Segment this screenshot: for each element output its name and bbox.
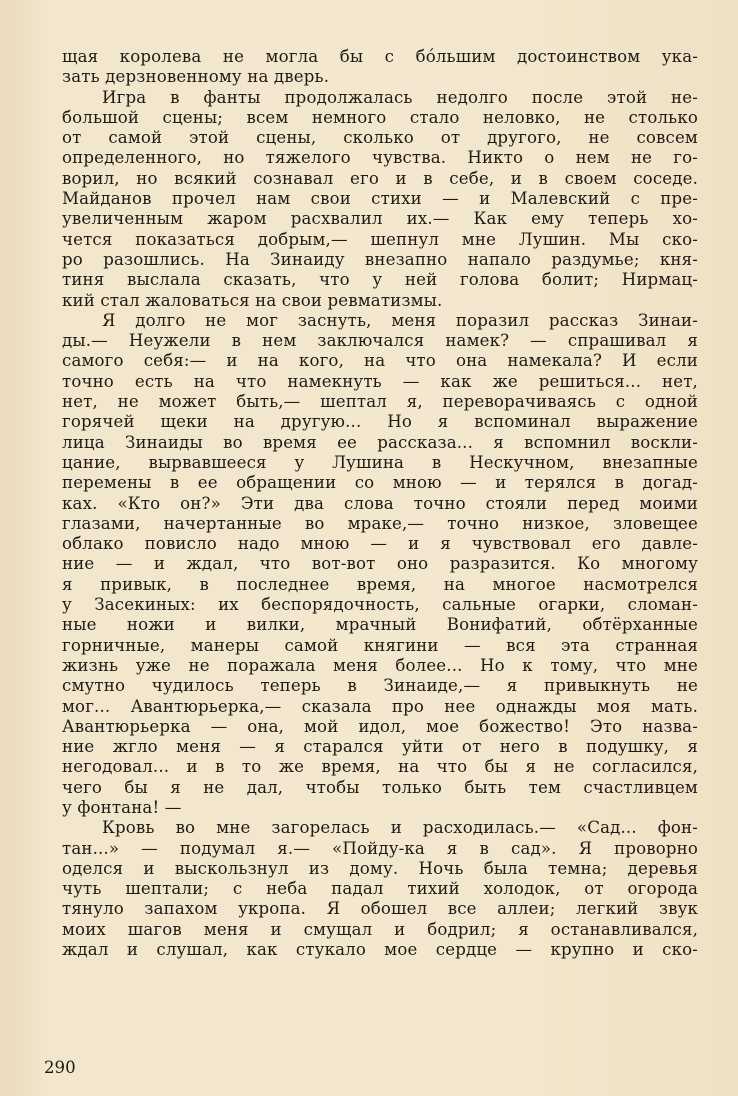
text-line: нет, не может быть,— шептал я, переворачиваясь с одной [62, 392, 698, 412]
text-line: горячей щеки на другую... Но я вспоминал выражение [62, 412, 698, 432]
text-line: точно есть на что намекнуть — как же решиться... нет, [62, 371, 698, 391]
text-line: Майданов прочел нам свои стихи — и Малевский с пре- [62, 189, 698, 209]
text-line: определенного, но тяжелого чувства. Никто о нем не го- [62, 148, 698, 168]
text-line: облако повисло надо мною — и я чувствовал его давле- [62, 534, 698, 554]
text-line: самого себя:— и на кого, на что она намекала? И если [62, 351, 698, 371]
text-line: ках. «Кто он?» Эти два слова точно стояли перед моими [62, 493, 698, 513]
text-line: горничные, манеры самой княгини — вся эта странная [62, 635, 698, 655]
text-line: большой сцены; всем немного стало неловко, не столько [62, 107, 698, 127]
text-line: я привык, в последнее время, на многое насмотрелся [62, 574, 698, 594]
text-line: смутно чудилось теперь в Зинаиде,— я привыкнуть не [62, 676, 698, 696]
text-line: тиня выслала сказать, что у ней голова болит; Нирмац- [62, 270, 698, 290]
text-line: щая королева не могла бы с бóльшим достоинством ука- [62, 47, 698, 66]
text-line: лица Зинаиды во время ее рассказа... я вспомнил воскли- [62, 432, 698, 452]
text-line: чуть шептали; с неба падал тихий холодок, от огорода [62, 879, 698, 899]
text-line: цание, вырвавшееся у Лушина в Нескучном, внезапные [62, 452, 698, 472]
text-line: от самой этой сцены, сколько от другого, не совсем [62, 128, 698, 148]
text-line: оделся и выскользнул из дому. Ночь была темна; деревья [62, 858, 698, 878]
text-line: Игра в фанты продолжалась недолго после этой не- [102, 87, 698, 107]
text-line: глазами, начертанные во мраке,— точно низкое, зловещее [62, 513, 698, 533]
text-line: перемены в ее обращении со мною — и терялся в догад- [62, 473, 698, 493]
text-line: тан...» — подумал я.— «Пойду-ка я в сад». Я проворно [62, 838, 698, 858]
text-line: негодовал... и в то же время, на что бы я не согласился, [62, 757, 698, 777]
text-line: ды.— Неужели в нем заключался намек? — спрашивал я [62, 331, 698, 351]
text-line: Кровь во мне загорелась и расходилась.— «Сад... фон- [102, 818, 698, 838]
text-line: чего бы я не дал, чтобы только быть тем счастливцем [62, 777, 698, 797]
text-line: ро разошлись. На Зинаиду внезапно напало раздумье; кня- [62, 249, 698, 269]
page-number: 290 [44, 1058, 76, 1077]
text-line: чется показаться добрым,— шепнул мне Лушин. Мы ско- [62, 229, 698, 249]
body-text [62, 47, 698, 960]
text-line: мог... Авантюрьерка,— сказала про нее однажды моя мать. [62, 696, 698, 716]
text-line: ворил, но всякий сознавал его и в себе, и в своем соседе. [62, 168, 698, 188]
text-line: Авантюрьерка — она, мой идол, мое божество! Это назва- [62, 716, 698, 736]
text-line: у фонтана! — [62, 797, 182, 817]
text-line: моих шагов меня и смущал и бодрил; я останавливался, [62, 919, 698, 939]
text-line: Я долго не мог заснуть, меня поразил рассказ Зинаи- [102, 310, 698, 330]
text-line: тянуло запахом укропа. Я обошел все аллеи; легкий звук [62, 899, 698, 919]
text-line: у Засекиных: их беспорядочность, сальные огарки, сломан- [62, 595, 698, 615]
text-line: жизнь уже не поражала меня более... Но к тому, что мне [62, 655, 698, 675]
text-line: увеличенным жаром расхвалил их.— Как ему теперь хо- [62, 209, 698, 229]
text-line: ние — и ждал, что вот-вот оно разразится. Ко многому [62, 554, 698, 574]
text-line: ждал и слушал, как стукало мое сердце — крупно и ско- [62, 940, 698, 960]
text-line: зать дерзновенному на дверь. [62, 67, 330, 87]
text-line: ные ножи и вилки, мрачный Вонифатий, обтёрханные [62, 615, 698, 635]
text-line: ние жгло меня — я старался уйти от него в подушку, я [62, 737, 698, 757]
text-line: кий стал жаловаться на свои ревматизмы. [62, 290, 443, 310]
